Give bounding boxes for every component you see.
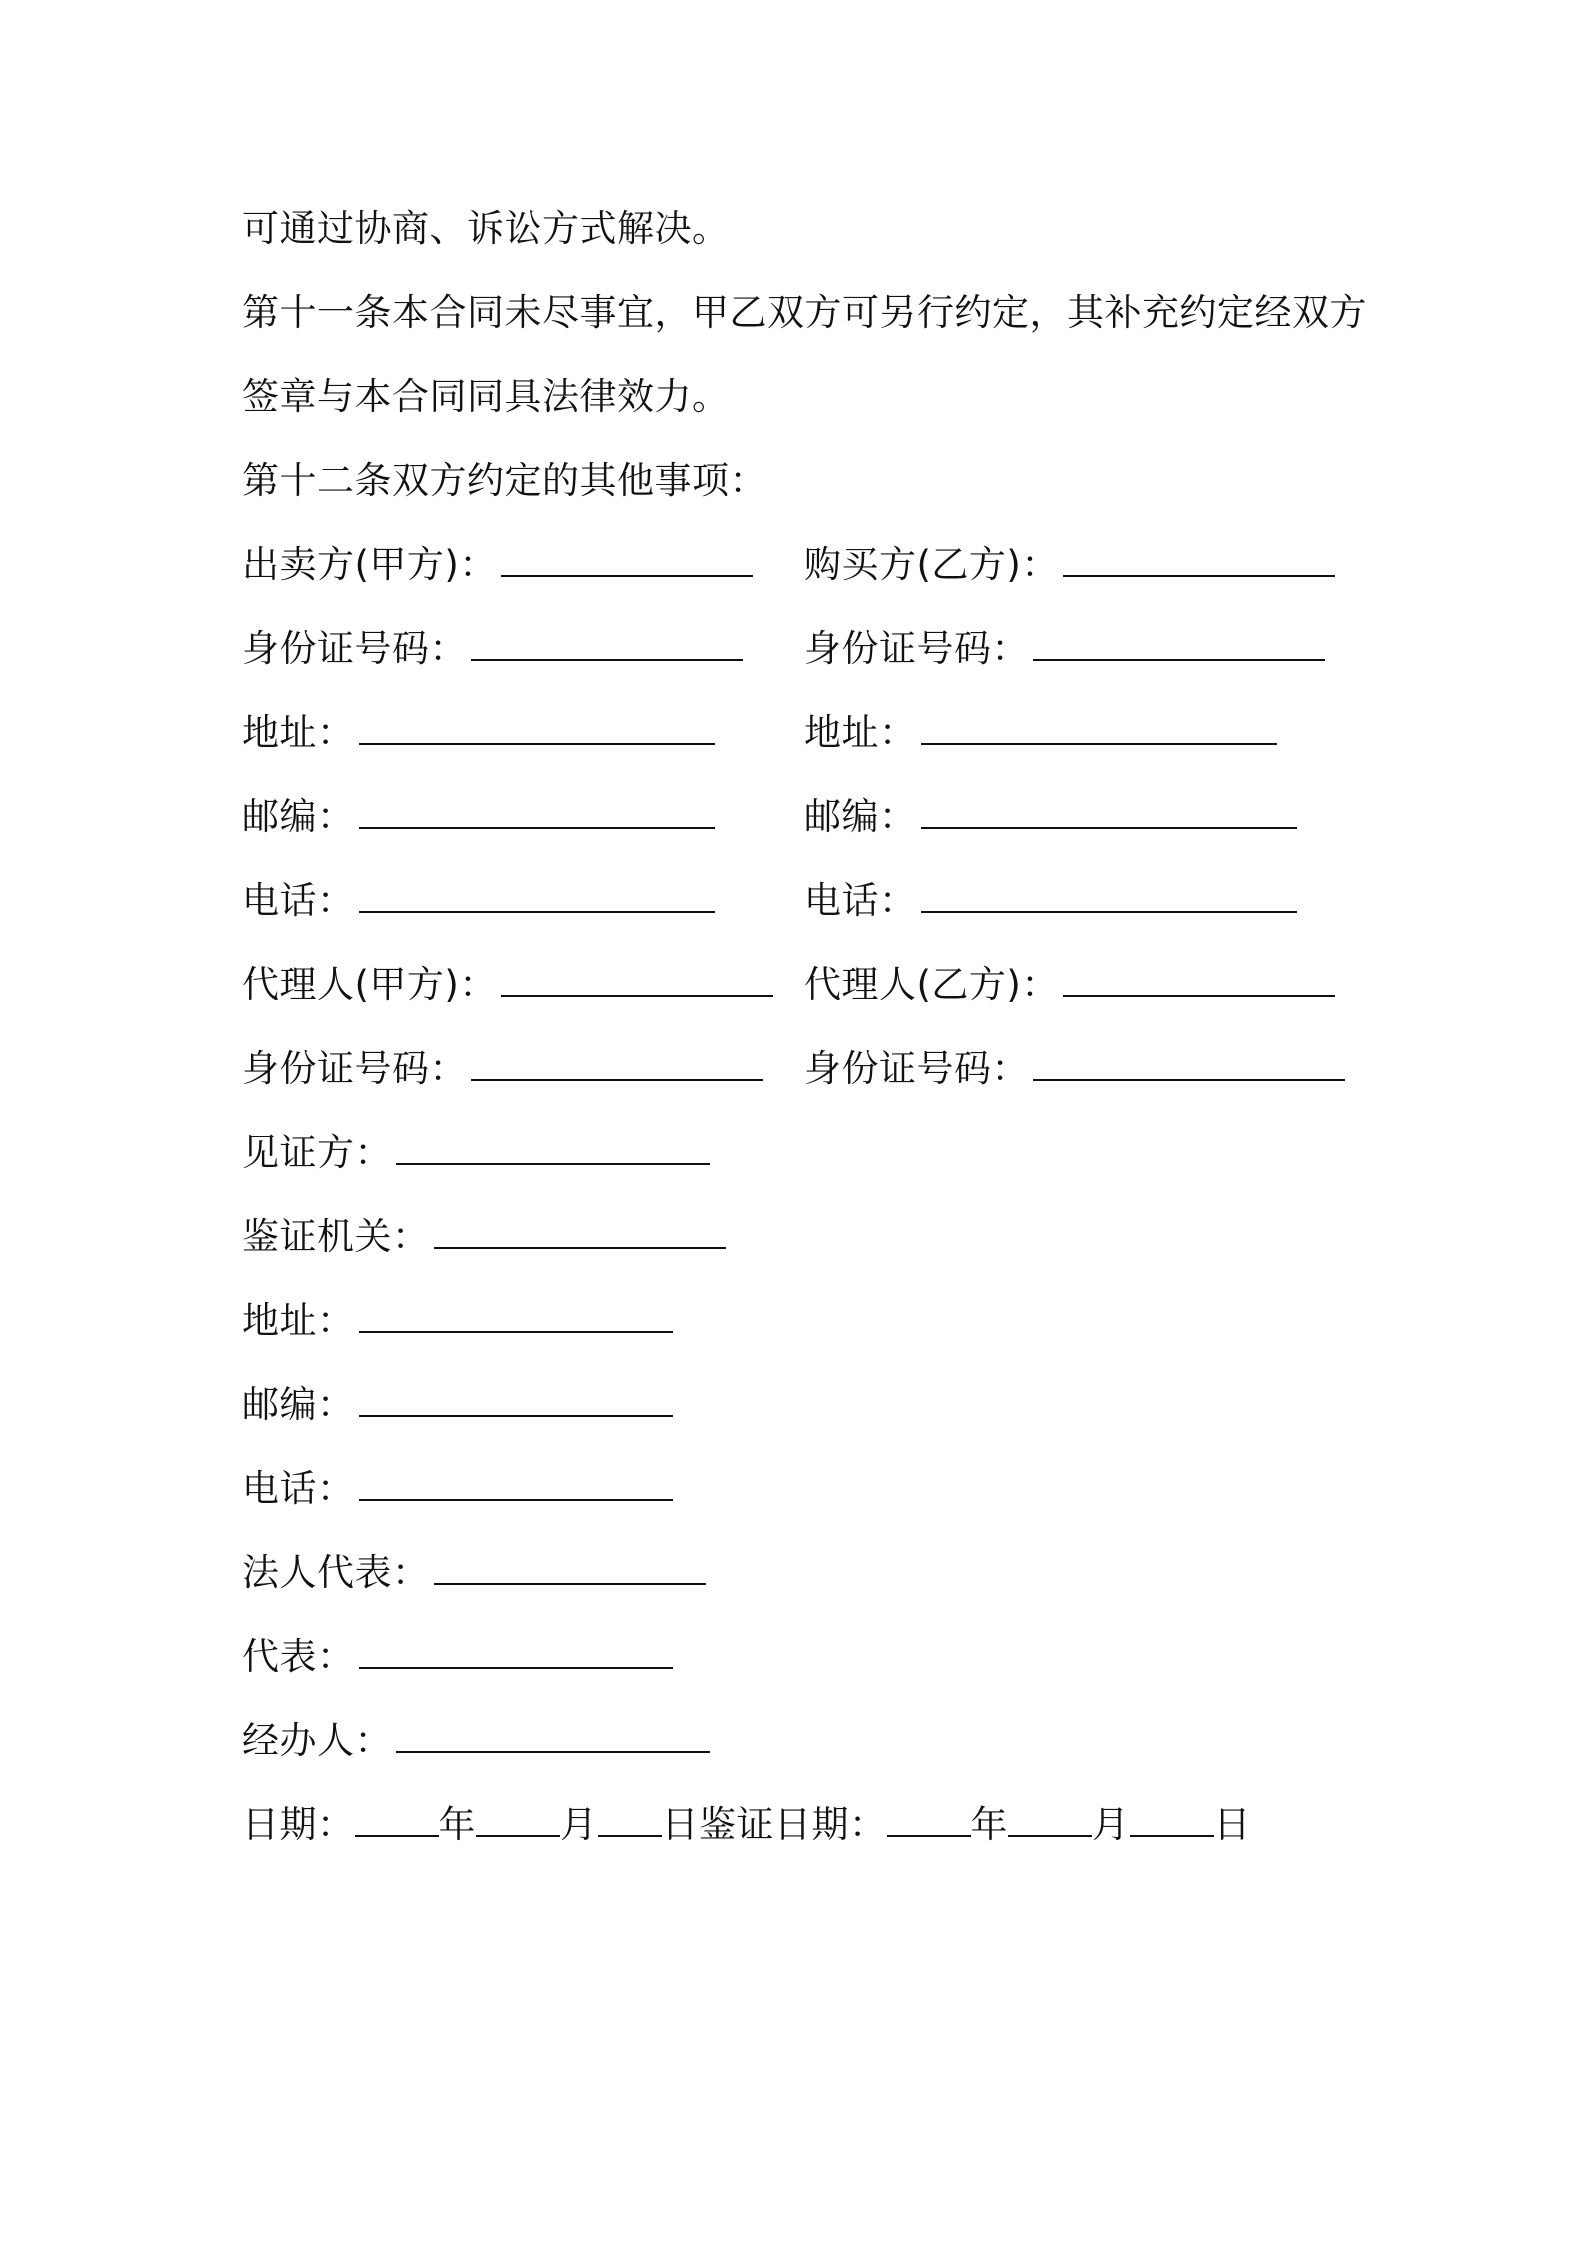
buyer-field	[804, 541, 1335, 589]
paragraph-article-11: 第十一条本合同未尽事宜，甲乙双方可另行约定，其补充约定经双方	[242, 291, 1367, 334]
seller-postcode-field	[242, 793, 715, 841]
representative-label: 代表：	[242, 1635, 355, 1678]
agent-a-field	[242, 961, 773, 1009]
legal-rep-label: 法人代表：	[242, 1551, 430, 1594]
buyer-postcode-field	[804, 793, 1297, 841]
buyer-postcode-label: 邮编：	[804, 795, 917, 838]
buyer-blank[interactable]	[1063, 543, 1335, 577]
witness-field	[242, 1129, 710, 1177]
handler-blank[interactable]	[396, 1719, 710, 1753]
date-month-label: 月	[560, 1803, 598, 1846]
seller-address-field	[242, 709, 715, 757]
handler-field	[242, 1717, 710, 1765]
date-line	[242, 1801, 1251, 1849]
buyer-id-label: 身份证号码：	[804, 627, 1029, 670]
seller-id-field	[242, 625, 743, 673]
authority-field	[242, 1213, 726, 1261]
seller-id-blank[interactable]	[471, 627, 743, 661]
authority-address-label: 地址：	[242, 1299, 355, 1342]
paragraph-article-11-cont: 签章与本合同同具法律效力。	[242, 375, 730, 418]
buyer-postcode-blank[interactable]	[921, 795, 1297, 829]
seller-phone-field	[242, 877, 715, 925]
seller-phone-blank[interactable]	[359, 879, 715, 913]
buyer-id-field	[804, 625, 1325, 673]
authority-blank[interactable]	[434, 1215, 726, 1249]
auth-year-blank[interactable]	[887, 1803, 971, 1837]
authority-phone-blank[interactable]	[359, 1467, 673, 1501]
witness-blank[interactable]	[396, 1131, 710, 1165]
buyer-id-blank[interactable]	[1033, 627, 1325, 661]
date-day-blank[interactable]	[598, 1803, 662, 1837]
auth-month-label: 月	[1092, 1803, 1130, 1846]
buyer-address-blank[interactable]	[921, 711, 1277, 745]
buyer-phone-field	[804, 877, 1297, 925]
agent-b-id-blank[interactable]	[1033, 1047, 1345, 1081]
buyer-address-label: 地址：	[804, 711, 917, 754]
auth-day-blank[interactable]	[1130, 1803, 1214, 1837]
representative-field	[242, 1633, 673, 1681]
date-month-blank[interactable]	[476, 1803, 560, 1837]
auth-month-blank[interactable]	[1008, 1803, 1092, 1837]
seller-phone-label: 电话：	[242, 879, 355, 922]
authority-phone-field	[242, 1465, 673, 1513]
agent-b-field	[804, 961, 1335, 1009]
agent-a-id-field	[242, 1045, 763, 1093]
legal-rep-field	[242, 1549, 706, 1597]
auth-day-label: 日	[1213, 1803, 1251, 1846]
representative-blank[interactable]	[359, 1635, 673, 1669]
seller-address-label: 地址：	[242, 711, 355, 754]
seller-blank[interactable]	[501, 543, 753, 577]
seller-label: 出卖方(甲方)：	[242, 543, 497, 586]
agent-a-id-label: 身份证号码：	[242, 1047, 467, 1090]
date-label: 日期：	[242, 1803, 355, 1846]
auth-date-label: 日鉴证日期：	[661, 1803, 887, 1846]
authority-postcode-blank[interactable]	[359, 1383, 673, 1417]
seller-id-label: 身份证号码：	[242, 627, 467, 670]
agent-a-id-blank[interactable]	[471, 1047, 763, 1081]
agent-b-id-field	[804, 1045, 1345, 1093]
authority-address-blank[interactable]	[359, 1299, 673, 1333]
date-year-blank[interactable]	[355, 1803, 439, 1837]
legal-rep-blank[interactable]	[434, 1551, 706, 1585]
buyer-phone-blank[interactable]	[921, 879, 1297, 913]
seller-postcode-blank[interactable]	[359, 795, 715, 829]
paragraph-dispute-resolution: 可通过协商、诉讼方式解决。	[242, 207, 730, 250]
auth-year-label: 年	[970, 1803, 1008, 1846]
seller-address-blank[interactable]	[359, 711, 715, 745]
authority-phone-label: 电话：	[242, 1467, 355, 1510]
authority-label: 鉴证机关：	[242, 1215, 430, 1258]
buyer-address-field	[804, 709, 1277, 757]
authority-address-field	[242, 1297, 673, 1345]
authority-postcode-label: 邮编：	[242, 1383, 355, 1426]
agent-a-blank[interactable]	[501, 963, 773, 997]
paragraph-article-12: 第十二条双方约定的其他事项：	[242, 459, 767, 502]
agent-b-label: 代理人(乙方)：	[804, 963, 1059, 1006]
agent-b-blank[interactable]	[1063, 963, 1335, 997]
seller-postcode-label: 邮编：	[242, 795, 355, 838]
witness-label: 见证方：	[242, 1131, 392, 1174]
agent-a-label: 代理人(甲方)：	[242, 963, 497, 1006]
buyer-phone-label: 电话：	[804, 879, 917, 922]
date-year-label: 年	[438, 1803, 476, 1846]
handler-label: 经办人：	[242, 1719, 392, 1762]
authority-postcode-field	[242, 1381, 673, 1429]
seller-field	[242, 541, 753, 589]
buyer-label: 购买方(乙方)：	[804, 543, 1059, 586]
agent-b-id-label: 身份证号码：	[804, 1047, 1029, 1090]
